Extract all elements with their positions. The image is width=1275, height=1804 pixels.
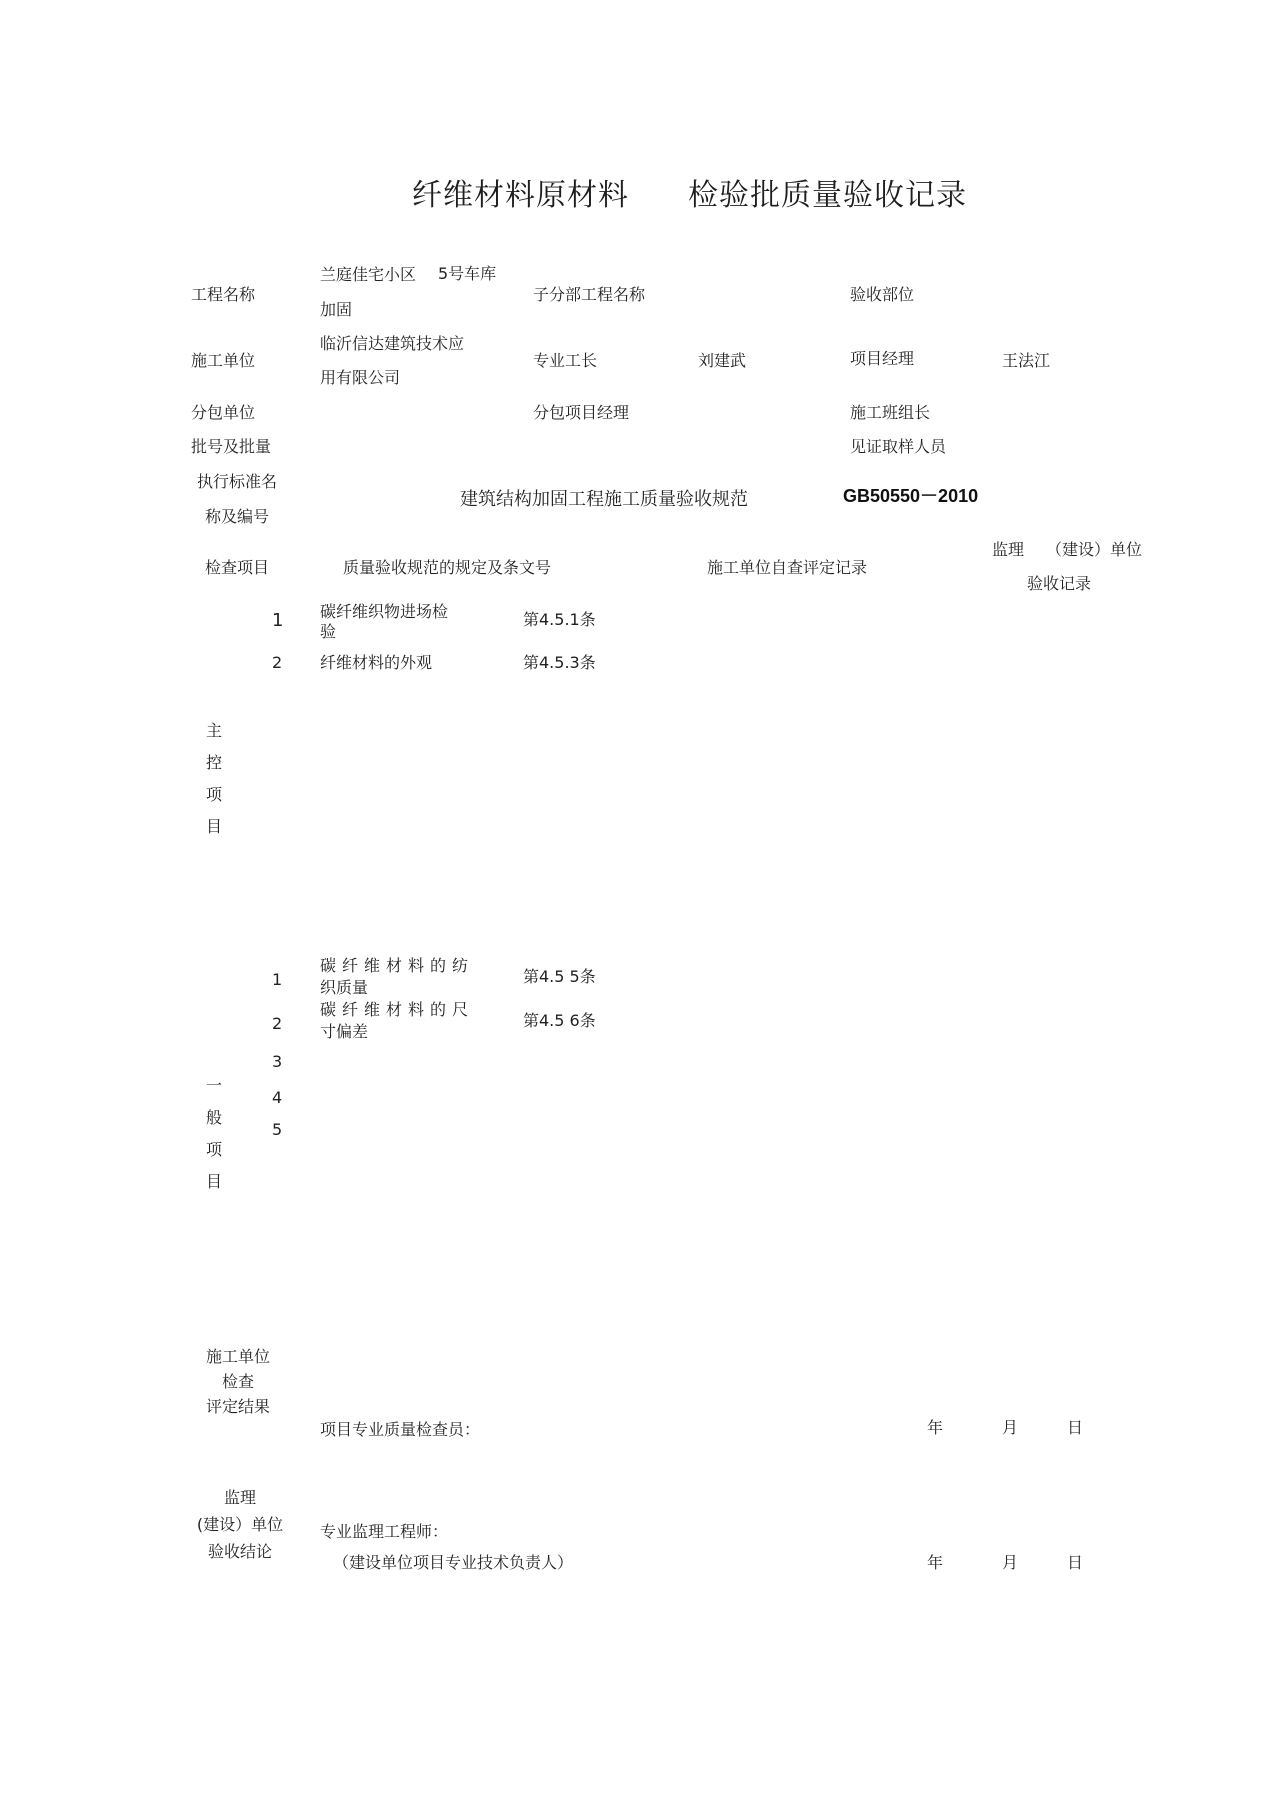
general-item-no: 1 — [272, 970, 283, 989]
general-item-name: 碳纤维材料的尺 — [320, 1000, 475, 1019]
batch-label: 批号及批量 — [191, 437, 272, 456]
owner-tech-lead-label: （建设单位项目专业技术负责人） — [333, 1553, 574, 1572]
construction-result-year: 年 — [927, 1418, 944, 1437]
sub-pm-label: 分包项目经理 — [533, 403, 630, 422]
col-supervisor-line1b: （建设）单位 — [1046, 540, 1143, 559]
team-leader-label: 施工班组长 — [850, 403, 931, 422]
title-part1: 纤维材料原材料 — [412, 178, 629, 213]
main-control-label: 主 控 项 目 — [205, 721, 222, 836]
construction-result-day: 日 — [1067, 1418, 1084, 1437]
general-item-no: 4 — [272, 1088, 283, 1107]
quality-inspector-label: 项目专业质量检查员： — [320, 1420, 481, 1439]
main-item-clause: 第4.5.1条 — [523, 610, 596, 629]
project-name-value-line1: 兰庭佳宅小区 — [320, 265, 417, 284]
col-spec: 质量验收规范的规定及条文号 — [343, 558, 552, 577]
witness-label: 见证取样人员 — [850, 437, 947, 456]
project-name-value-num: 5号车库 — [438, 264, 497, 283]
main-item-no: 1 — [272, 610, 284, 631]
col-supervisor-line2: 验收记录 — [1027, 574, 1092, 593]
foreman-value: 刘建武 — [698, 351, 747, 370]
title-part2: 检验批质量验收记录 — [688, 178, 967, 213]
project-manager-label: 项目经理 — [850, 349, 915, 368]
main-item-no: 2 — [272, 653, 283, 672]
foreman-label: 专业工长 — [533, 351, 598, 370]
main-item-name: 验 — [320, 622, 337, 641]
general-item-name: 织质量 — [320, 978, 369, 997]
general-item-clause: 第4.5 5条 — [523, 967, 596, 986]
general-item-name: 碳纤维材料的纺 — [320, 956, 475, 975]
general-item-no: 3 — [272, 1052, 283, 1071]
standard-label-line1: 执行标准名 — [197, 472, 278, 491]
main-item-name: 纤维材料的外观 — [320, 653, 433, 672]
standard-name: 建筑结构加固工程施工质量验收规范 — [460, 489, 748, 510]
general-label: 一 般 项 目 — [205, 1076, 222, 1191]
supervisor-conclusion-day: 日 — [1067, 1553, 1084, 1572]
construction-result-month: 月 — [1002, 1418, 1019, 1437]
project-manager-value: 王法江 — [1002, 351, 1051, 370]
construction-unit-label: 施工单位 — [191, 351, 256, 370]
supervising-engineer-label: 专业监理工程师： — [320, 1522, 449, 1541]
main-item-name: 碳纤维织物进场检 — [320, 602, 449, 621]
general-item-name: 寸偏差 — [320, 1022, 369, 1041]
supervisor-conclusion-month: 月 — [1002, 1553, 1019, 1572]
supervisor-conclusion-label: 监理 (建设）单位 验收结论 — [196, 1488, 284, 1561]
construction-unit-value-line2: 用有限公司 — [320, 368, 401, 387]
col-self-check: 施工单位自查评定记录 — [707, 558, 868, 577]
col-supervisor-line1: 监理 — [992, 540, 1025, 559]
acceptance-part-label: 验收部位 — [850, 285, 915, 304]
construction-result-label: 施工单位 检查 评定结果 — [205, 1347, 270, 1416]
standard-code: GB50550－2010 — [843, 486, 979, 506]
supervisor-conclusion-year: 年 — [927, 1553, 944, 1572]
standard-label-line2: 称及编号 — [205, 507, 270, 526]
sub-project-label: 子分部工程名称 — [533, 285, 646, 304]
project-name-label: 工程名称 — [191, 285, 256, 304]
main-item-clause: 第4.5.3条 — [523, 653, 596, 672]
project-name-value-line2: 加固 — [320, 300, 353, 319]
col-check-item: 检查项目 — [205, 558, 270, 577]
construction-unit-value-line1: 临沂信达建筑技术应 — [320, 334, 465, 353]
general-item-no: 5 — [272, 1120, 283, 1139]
general-item-no: 2 — [272, 1014, 283, 1033]
subcontractor-label: 分包单位 — [191, 403, 256, 422]
general-item-clause: 第4.5 6条 — [523, 1011, 596, 1030]
